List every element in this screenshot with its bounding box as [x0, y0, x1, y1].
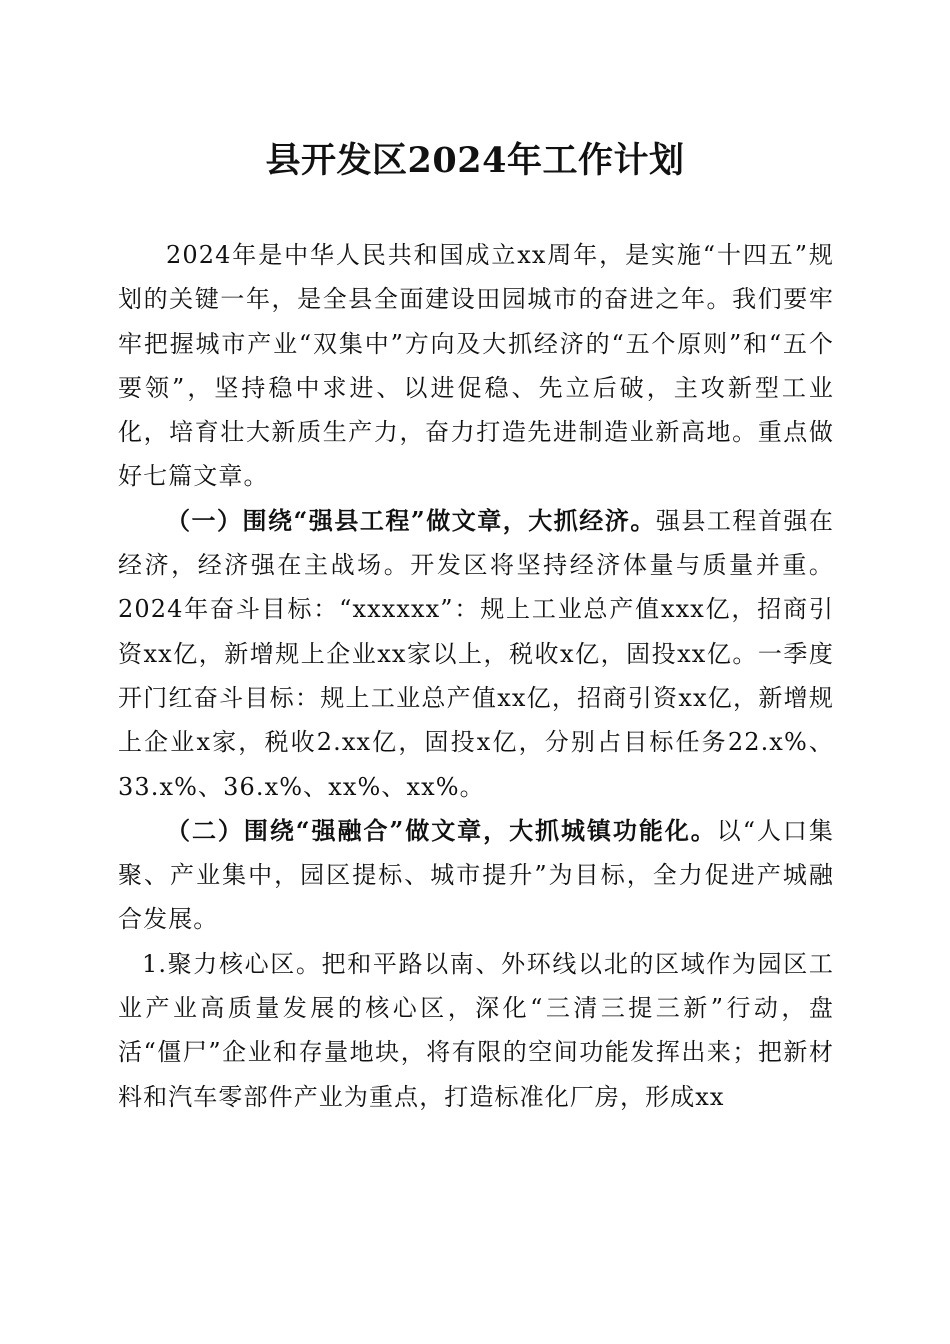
item-one-paragraph: [118, 942, 834, 1119]
section-one-text: 强县工程首强在经济，经济强在主战场。开发区将坚持经济体量与质量并重。2024年奋斗目标：“xxxxxx”：规上工业总产值xxx亿，招商引资xx亿，新增规上企业xx家以上，税收x亿，固投xx亿。一季度开门红奋斗目标：规上工业总产值xx亿，招商引资xx亿，新增规上企业x家，税收2.xx亿，固投x亿，分别占目标任务22.x%、33.x%、36.x%、xx%、xx%。: [118, 506, 835, 801]
section-one-heading: （一）围绕“强县工程”做文章，大抓经济。: [166, 505, 656, 535]
intro-paragraph-text: 2024年是中华人民共和国成立xx周年，是实施“十四五”规划的关键一年，是全县全面建设田园城市的奋进之年。我们要牢牢把握城市产业“双集中”方向及大抓经济的“五个原则”和“五个要领”，坚持稳中求进、以进促稳、先立后破，主攻新型工业化，培育壮大新质生产力，奋力打造先进制造业新高地。重点做好七篇文章。: [118, 241, 834, 491]
item-one-text: 1.聚力核心区。把和平路以南、外环线以北的区域作为园区工业产业高质量发展的核心区，深化“三清三提三新”行动，盘活“僵尸”企业和存量地块，将有限的空间功能发挥出来；把新材料和汽车零部件产业为重点，打造标准化厂房，形成xx: [118, 949, 834, 1111]
section-one-paragraph: [118, 499, 834, 809]
section-two-text: 以“人口集聚、产业集中，园区提标、城市提升”为目标，全力促进产城融合发展。: [118, 816, 834, 934]
section-two-heading: （二）围绕“强融合”做文章，大抓城镇功能化。: [166, 815, 717, 845]
document-body: [118, 233, 834, 1119]
section-two-paragraph: [118, 809, 834, 942]
document-title: 县开发区2024年工作计划: [265, 140, 685, 181]
intro-paragraph: [118, 233, 834, 499]
